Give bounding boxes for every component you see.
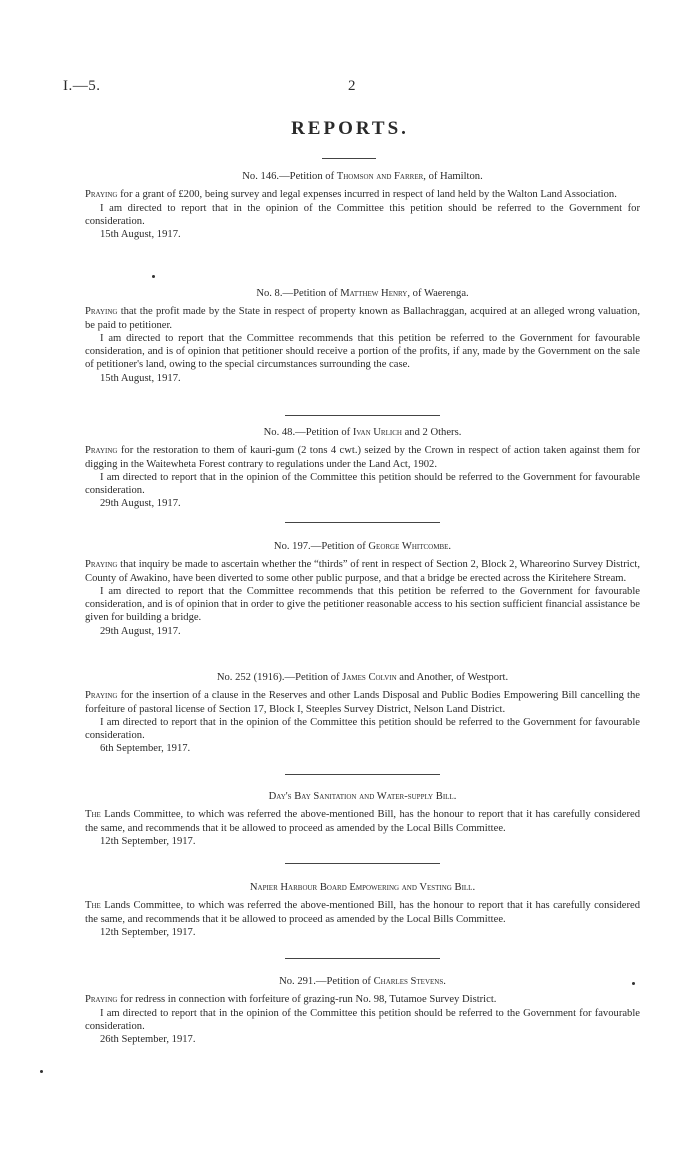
bill-name: Napier Harbour Board Empowering and Vesting Bill <box>249 882 473 893</box>
petition-text: Praying that the profit made by the State in respect of property known as Ballachraggan, acquired at an alleged wrong valuation, be paid to petitioner. <box>85 306 640 331</box>
report-section <box>85 170 640 241</box>
report-date: 15th August, 1917. <box>100 372 181 384</box>
report-section <box>85 287 640 385</box>
report-section <box>85 790 640 848</box>
section-title: No. 146.—Petition of Thomson and Farrer, of Hamilton. <box>242 171 483 182</box>
committee-report: I am directed to report that the Committee recommends that this petition be referred to the Government for favourable consideration, and is of opinion that petitioner should receive a portion of the profits, if any, made by the Government on the sale of petitioner's land, owing to the special circumstances surrounding the case. <box>85 332 640 371</box>
bill-name: Day's Bay Sanitation and Water-supply Bill <box>268 791 454 802</box>
divider <box>285 774 440 775</box>
speck <box>40 1070 43 1073</box>
report-date: 29th August, 1917. <box>100 498 181 510</box>
divider <box>285 863 440 864</box>
section-title: Day's Bay Sanitation and Water-supply Bill. <box>268 791 457 802</box>
petition-text: Praying for the insertion of a clause in the Reserves and other Lands Disposal and Public Bodies Empowering Bill cancelling the forfeiture of pastoral license of Section 17, Block I, Steeples Survey District, Nelson Land District. <box>85 690 640 715</box>
petitioner-name: Thomson and Farrer <box>336 171 424 182</box>
section-title: No. 48.—Petition of Ivan Urlich and 2 Others. <box>263 427 462 438</box>
petition-text: Praying that inquiry be made to ascertain whether the “thirds” of rent in respect of Section 2, Block 2, Whareorino Survey District, County of Awakino, have been diverted to some other public purpose, and that a bridge be erected across the Kiritehere Stream. <box>85 559 640 584</box>
petition-text: Praying for redress in connection with forfeiture of grazing-run No. 98, Tutamoe Survey District. <box>85 994 497 1006</box>
report-section <box>85 540 640 638</box>
committee-report: I am directed to report that the Committee recommends that this petition be referred to the Government for favourable consideration, and is of opinion that in order to give the petitioner reasonable access to his section sufficient financial assistance be given for building a bridge. <box>85 585 640 624</box>
series-code: I.—5. <box>63 78 101 94</box>
petitioner-name: George Whitcombe <box>368 541 449 552</box>
report-date: 12th September, 1917. <box>100 835 196 847</box>
committee-report: The Lands Committee, to which was referred the above-mentioned Bill, has the honour to report that it has carefully considered the same, and recommends that it be allowed to proceed as amended by the Local Bills Committee. <box>85 900 640 925</box>
divider <box>285 415 440 416</box>
petitioner-name: Matthew Henry <box>340 288 408 299</box>
committee-report: I am directed to report that in the opinion of the Committee this petition should be referred to the Government for favourable consideration. <box>85 471 640 497</box>
section-title: No. 8.—Petition of Matthew Henry, of Waerenga. <box>256 288 469 299</box>
speck <box>152 275 155 278</box>
report-date: 12th September, 1917. <box>100 926 196 938</box>
petition-text: Praying for a grant of £200, being survey and legal expenses incurred in respect of land held by the Walton Land Association. <box>85 189 617 201</box>
speck <box>632 982 635 985</box>
report-date: 26th September, 1917. <box>100 1034 196 1046</box>
section-title: No. 252 (1916).—Petition of James Colvin and Another, of Westport. <box>216 672 509 683</box>
report-section <box>85 975 640 1046</box>
divider <box>322 158 376 159</box>
report-date: 15th August, 1917. <box>100 229 181 241</box>
section-title: Napier Harbour Board Empowering and Vesting Bill. <box>249 882 476 893</box>
section-title: No. 291.—Petition of Charles Stevens. <box>279 976 446 987</box>
committee-report: I am directed to report that in the opinion of the Committee this petition should be referred to the Government for favourable consideration. <box>85 1007 640 1032</box>
divider <box>285 958 440 959</box>
page-title: REPORTS. <box>291 118 409 139</box>
report-section <box>85 426 640 511</box>
petitioner-name: Charles Stevens <box>373 976 444 987</box>
report-date: 6th September, 1917. <box>100 743 191 755</box>
petitioner-name: Ivan Urlich <box>352 427 402 438</box>
section-title: No. 197.—Petition of George Whitcombe. <box>273 541 452 552</box>
report-section <box>85 881 640 939</box>
committee-report: The Lands Committee, to which was referred the above-mentioned Bill, has the honour to report that it has carefully considered the same, and recommends that it be allowed to proceed as amended by the Local Bills Committee. <box>85 809 640 834</box>
report-date: 29th August, 1917. <box>100 625 181 637</box>
petition-text: Praying for the restoration to them of kauri-gum (2 tons 4 cwt.) seized by the Crown in respect of action taken against them for digging in the Waitewheta Forest contrary to regulations under the Land Act, 1902. <box>85 445 640 470</box>
report-section <box>85 671 640 756</box>
page-number: 2 <box>348 78 356 94</box>
committee-report: I am directed to report that in the opinion of the Committee this petition should be referred to the Government for favourable consideration. <box>85 716 640 742</box>
divider <box>285 522 440 523</box>
committee-report: I am directed to report that in the opinion of the Committee this petition should be referred to the Government for consideration. <box>85 202 640 227</box>
petitioner-name: James Colvin <box>342 672 397 683</box>
